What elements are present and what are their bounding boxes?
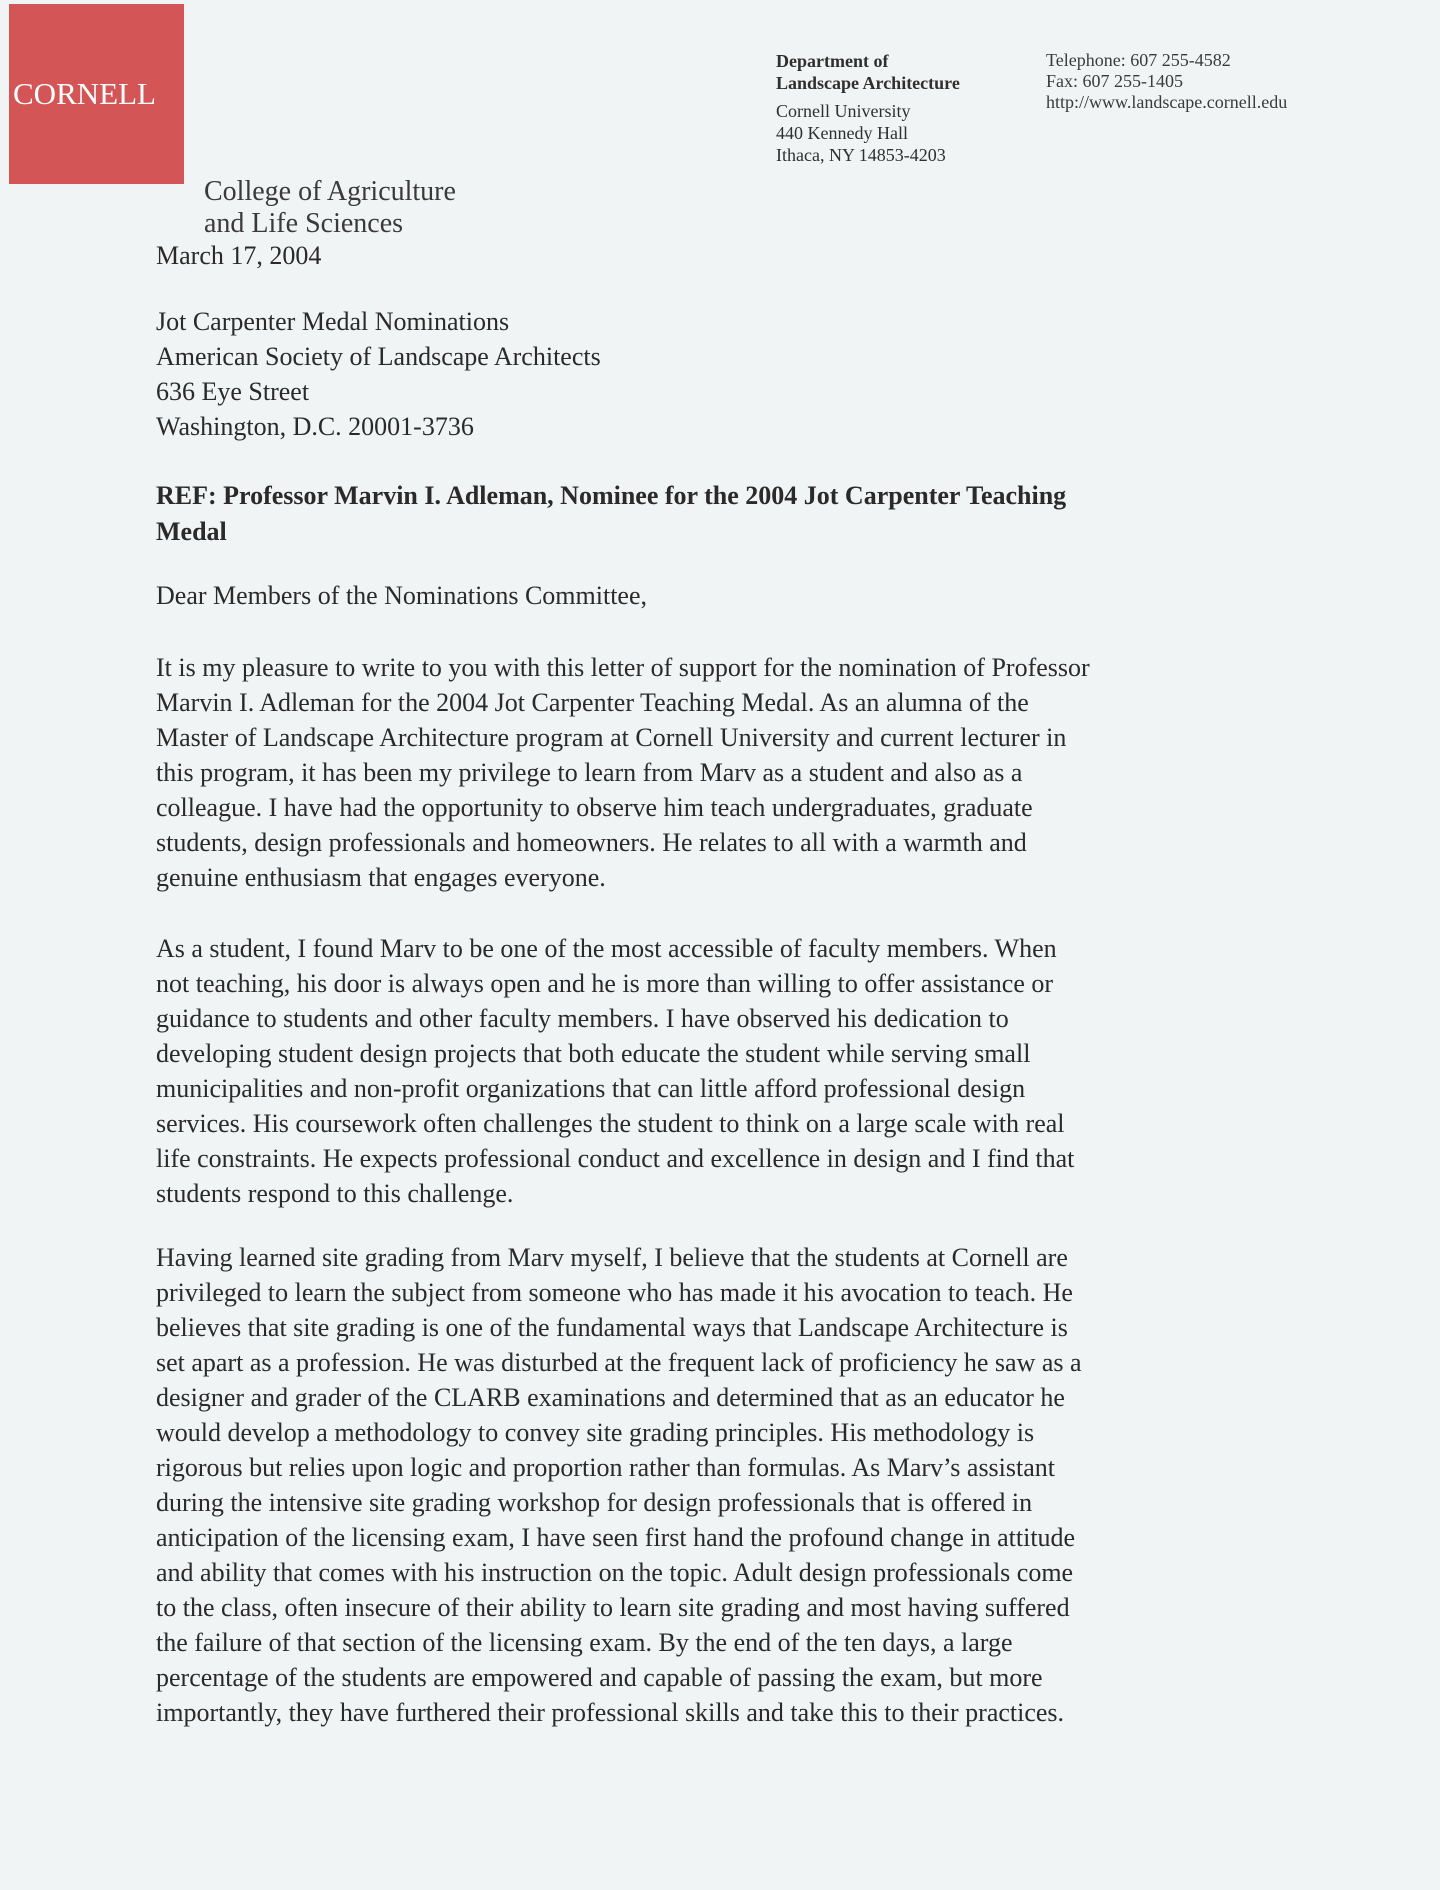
- paragraph-line: designer and grader of the CLARB examinations and determined that as an educator he: [156, 1383, 1065, 1412]
- college-name: [204, 176, 456, 240]
- reference-text-line: REF: Professor Marvin I. Adleman, Nominee for the 2004 Jot Carpenter Teaching: [156, 481, 1067, 510]
- address-line: Ithaca, NY 14853-4203: [776, 145, 946, 165]
- paragraph-line: It is my pleasure to write to you with this letter of support for the nomination of Professor: [156, 653, 1090, 682]
- paragraph-line: students respond to this challenge.: [156, 1179, 514, 1208]
- paragraph-line: genuine enthusiasm that engages everyone.: [156, 863, 606, 892]
- website: http://www.landscape.cornell.edu: [1046, 92, 1288, 112]
- department-address: [776, 100, 960, 166]
- fax: Fax: 607 255-1405: [1046, 71, 1183, 91]
- paragraph-line: importantly, they have furthered their professional skills and take this to their practices.: [156, 1698, 1065, 1727]
- paragraph-line: life constraints. He expects professional conduct and excellence in design and I find that: [156, 1144, 1075, 1173]
- paragraph-line: and ability that comes with his instruction on the topic. Adult design professionals come: [156, 1558, 1074, 1587]
- paragraph-line: As a student, I found Marv to be one of the most accessible of faculty members. When: [156, 934, 1057, 963]
- paragraph-student-experience: [156, 931, 1262, 1211]
- department-block: [776, 50, 960, 166]
- department-name: [776, 50, 960, 94]
- paragraph-line: to the class, often insecure of their ability to learn site grading and most having suffered: [156, 1593, 1070, 1622]
- paragraph-line: students, design professionals and homeowners. He relates to all with a warmth and: [156, 828, 1027, 857]
- paragraph-line: set apart as a profession. He was disturbed at the frequent lack of proficiency he saw as a: [156, 1348, 1082, 1377]
- reference-line: [156, 478, 1246, 550]
- paragraph-line: Having learned site grading from Marv myself, I believe that the students at Cornell are: [156, 1243, 1068, 1272]
- paragraph-line: municipalities and non-profit organizations that can little afford professional design: [156, 1074, 1026, 1103]
- address-line: 440 Kennedy Hall: [776, 123, 908, 143]
- paragraph-line: anticipation of the licensing exam, I have seen first hand the profound change in attitude: [156, 1523, 1076, 1552]
- reference-text-line: Medal: [156, 517, 227, 546]
- paragraph-line: developing student design projects that both educate the student while serving small: [156, 1039, 1031, 1068]
- recipient-line: Washington, D.C. 20001-3736: [156, 412, 474, 441]
- paragraph-line: rigorous but relies upon logic and proportion rather than formulas. As Marv’s assistant: [156, 1453, 1056, 1482]
- recipient-line: 636 Eye Street: [156, 377, 310, 406]
- contact-block: [1046, 50, 1287, 113]
- college-line: College of Agriculture: [204, 176, 456, 207]
- paragraph-line: during the intensive site grading workshop for design professionals that is offered in: [156, 1488, 1033, 1517]
- paragraph-site-grading: [156, 1240, 1262, 1730]
- telephone: Telephone: 607 255-4582: [1046, 50, 1231, 70]
- recipient-address: [156, 304, 601, 444]
- paragraph-line: privileged to learn the subject from someone who has made it his avocation to teach. He: [156, 1278, 1073, 1307]
- recipient-line: Jot Carpenter Medal Nominations: [156, 307, 510, 336]
- paragraph-line: would develop a methodology to convey site grading principles. His methodology is: [156, 1418, 1035, 1447]
- address-line: Cornell University: [776, 101, 911, 121]
- paragraph-line: colleague. I have had the opportunity to observe him teach undergraduates, graduate: [156, 793, 1033, 822]
- paragraph-line: this program, it has been my privilege to learn from Marv as a student and also as a: [156, 758, 1023, 787]
- paragraph-line: not teaching, his door is always open and he is more than willing to offer assistance or: [156, 969, 1054, 998]
- department-line: Department of: [776, 51, 889, 71]
- college-line: and Life Sciences: [204, 208, 404, 239]
- paragraph-line: guidance to students and other faculty members. I have observed his dedication to: [156, 1004, 1009, 1033]
- cornell-logo: [9, 4, 184, 184]
- paragraph-line: believes that site grading is one of the fundamental ways that Landscape Architecture is: [156, 1313, 1068, 1342]
- department-line: Landscape Architecture: [776, 73, 960, 93]
- logo-wordmark: CORNELL: [13, 76, 156, 111]
- salutation: Dear Members of the Nominations Committee,: [156, 581, 648, 610]
- paragraph-line: services. His coursework often challenges the student to think on a large scale with real: [156, 1109, 1065, 1138]
- letter-date: March 17, 2004: [156, 241, 322, 270]
- paragraph-line: Marvin I. Adleman for the 2004 Jot Carpenter Teaching Medal. As an alumna of the: [156, 688, 1029, 717]
- paragraph-support: [156, 650, 1262, 895]
- paragraph-line: percentage of the students are empowered and capable of passing the exam, but more: [156, 1663, 1043, 1692]
- paragraph-line: Master of Landscape Architecture program at Cornell University and current lecturer in: [156, 723, 1067, 752]
- paragraph-line: the failure of that section of the licensing exam. By the end of the ten days, a large: [156, 1628, 1013, 1657]
- recipient-line: American Society of Landscape Architects: [156, 342, 601, 371]
